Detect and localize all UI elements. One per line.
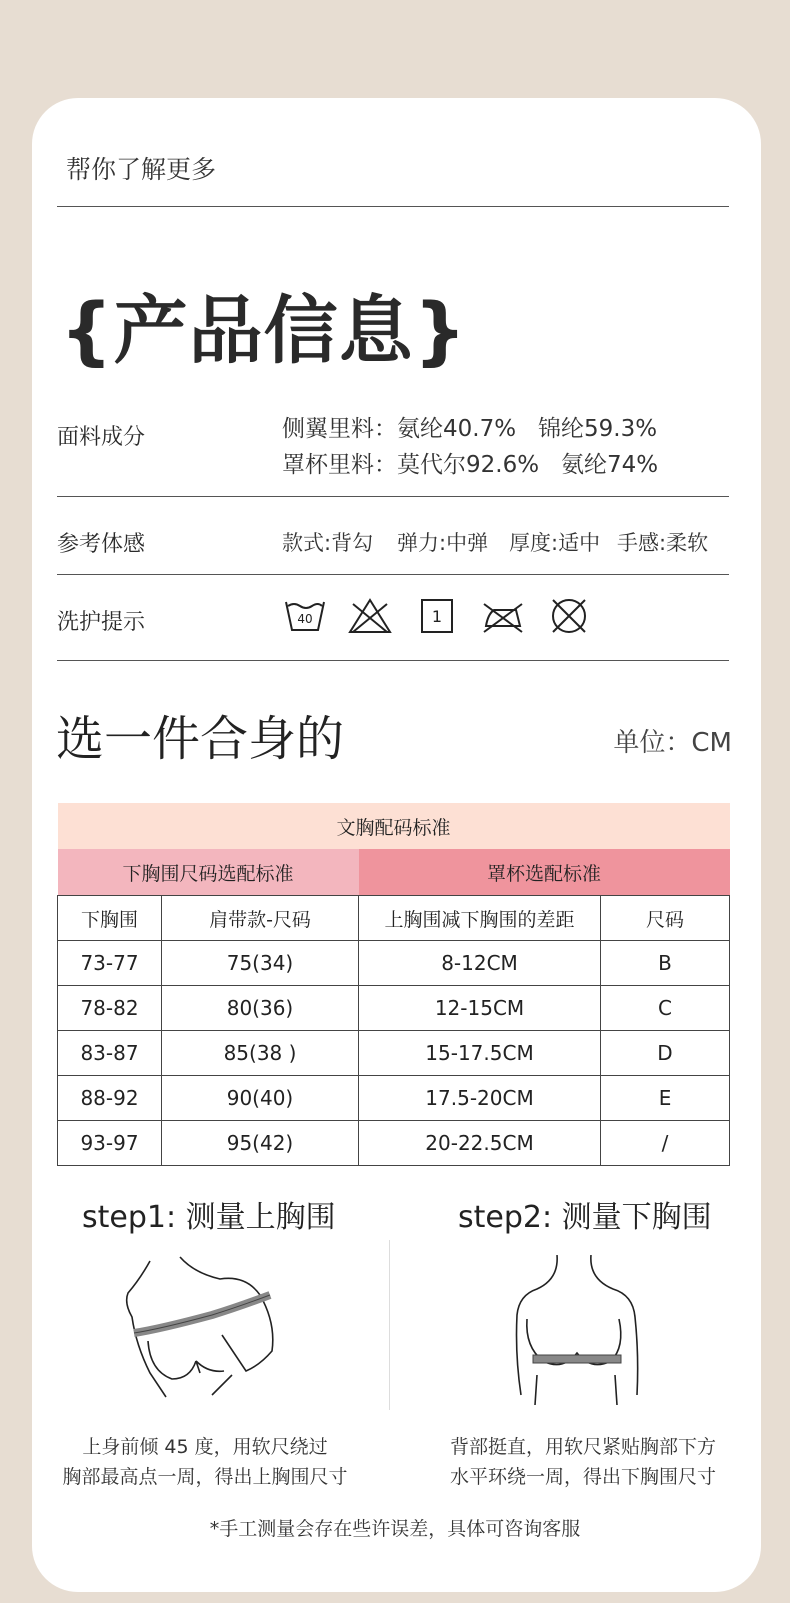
measurement-note: *手工测量会存在些许误差，具体可咨询客服 [209,1518,581,1540]
table-cell: D [601,1031,730,1076]
care-icons [284,596,604,640]
intro-text: 帮你了解更多 [66,155,217,184]
table-cell: 20-22.5CM [359,1121,601,1166]
step2-title: step2: 测量下胸围 [458,1200,712,1235]
fit-title: 选一件合身的 [56,711,345,767]
feel-item: 弹力:中弹 [397,531,489,555]
table-row [58,1121,730,1166]
no-iron-icon [480,596,526,636]
table-row [58,1076,730,1121]
table-cell: C [601,986,730,1031]
wash-40-icon [284,596,326,636]
unit-label: 单位：CM [613,728,732,758]
wash-temp: 40 [297,612,313,626]
step-divider [389,1240,390,1410]
feel-item: 款式:背勾 [282,531,374,555]
column-header: 肩带款-尺码 [162,896,359,941]
table-cell: 83-87 [58,1031,162,1076]
table-cell: 85(38 ) [162,1031,359,1076]
feel-label: 参考体感 [57,532,146,557]
table-cell: 75(34) [162,941,359,986]
table-group-right: 罩杯选配标准 [359,849,730,896]
page-title: {产品信息} [60,288,468,374]
table-cell: 95(42) [162,1121,359,1166]
table-row [58,941,730,986]
no-dry-clean-icon [548,596,590,636]
table-title: 文胸配码标准 [58,803,730,849]
divider [57,660,729,661]
table-cell: 80(36) [162,986,359,1031]
line-dry-icon [420,598,454,634]
dry-mark: 1 [431,607,443,626]
divider [57,496,729,497]
step1-desc-line: 胸部最高点一周，得出上胸围尺寸 [62,1466,348,1488]
table-row [58,986,730,1031]
care-label: 洗护提示 [57,610,146,635]
step1-illustration [120,1255,290,1405]
column-header: 下胸围 [58,896,162,941]
fabric-line-2: 罩杯里料：莫代尔92.6% 氨纶74% [282,452,659,478]
divider [57,206,729,207]
size-table [57,803,730,1166]
fabric-line-1: 侧翼里料：氨纶40.7% 锦纶59.3% [282,416,658,442]
divider [57,574,729,575]
step1-description [40,1432,370,1492]
step2-desc-line: 背部挺直，用软尺紧贴胸部下方 [449,1436,716,1458]
table-cell: 73-77 [58,941,162,986]
table-cell: 78-82 [58,986,162,1031]
table-cell: B [601,941,730,986]
table-cell: E [601,1076,730,1121]
step2-illustration [515,1255,665,1405]
table-cell: 15-17.5CM [359,1031,601,1076]
table-cell: 8-12CM [359,941,601,986]
column-header: 尺码 [601,896,730,941]
no-bleach-icon [347,596,393,636]
table-cell: / [601,1121,730,1166]
step2-description [413,1432,753,1492]
table-cell: 93-97 [58,1121,162,1166]
table-cell: 12-15CM [359,986,601,1031]
step2-desc-line: 水平环绕一周，得出下胸围尺寸 [449,1466,716,1488]
feel-item: 厚度:适中 [509,531,601,555]
table-row [58,1031,730,1076]
feel-item: 手感:柔软 [617,531,709,555]
table-cell: 88-92 [58,1076,162,1121]
table-cell: 90(40) [162,1076,359,1121]
fabric-label: 面料成分 [57,425,146,450]
table-group-left: 下胸围尺码选配标准 [58,849,359,896]
column-header: 上胸围减下胸围的差距 [359,896,601,941]
table-cell: 17.5-20CM [359,1076,601,1121]
step1-desc-line: 上身前倾 45 度，用软尺绕过 [82,1436,328,1458]
step1-title: step1: 测量上胸围 [82,1200,336,1235]
